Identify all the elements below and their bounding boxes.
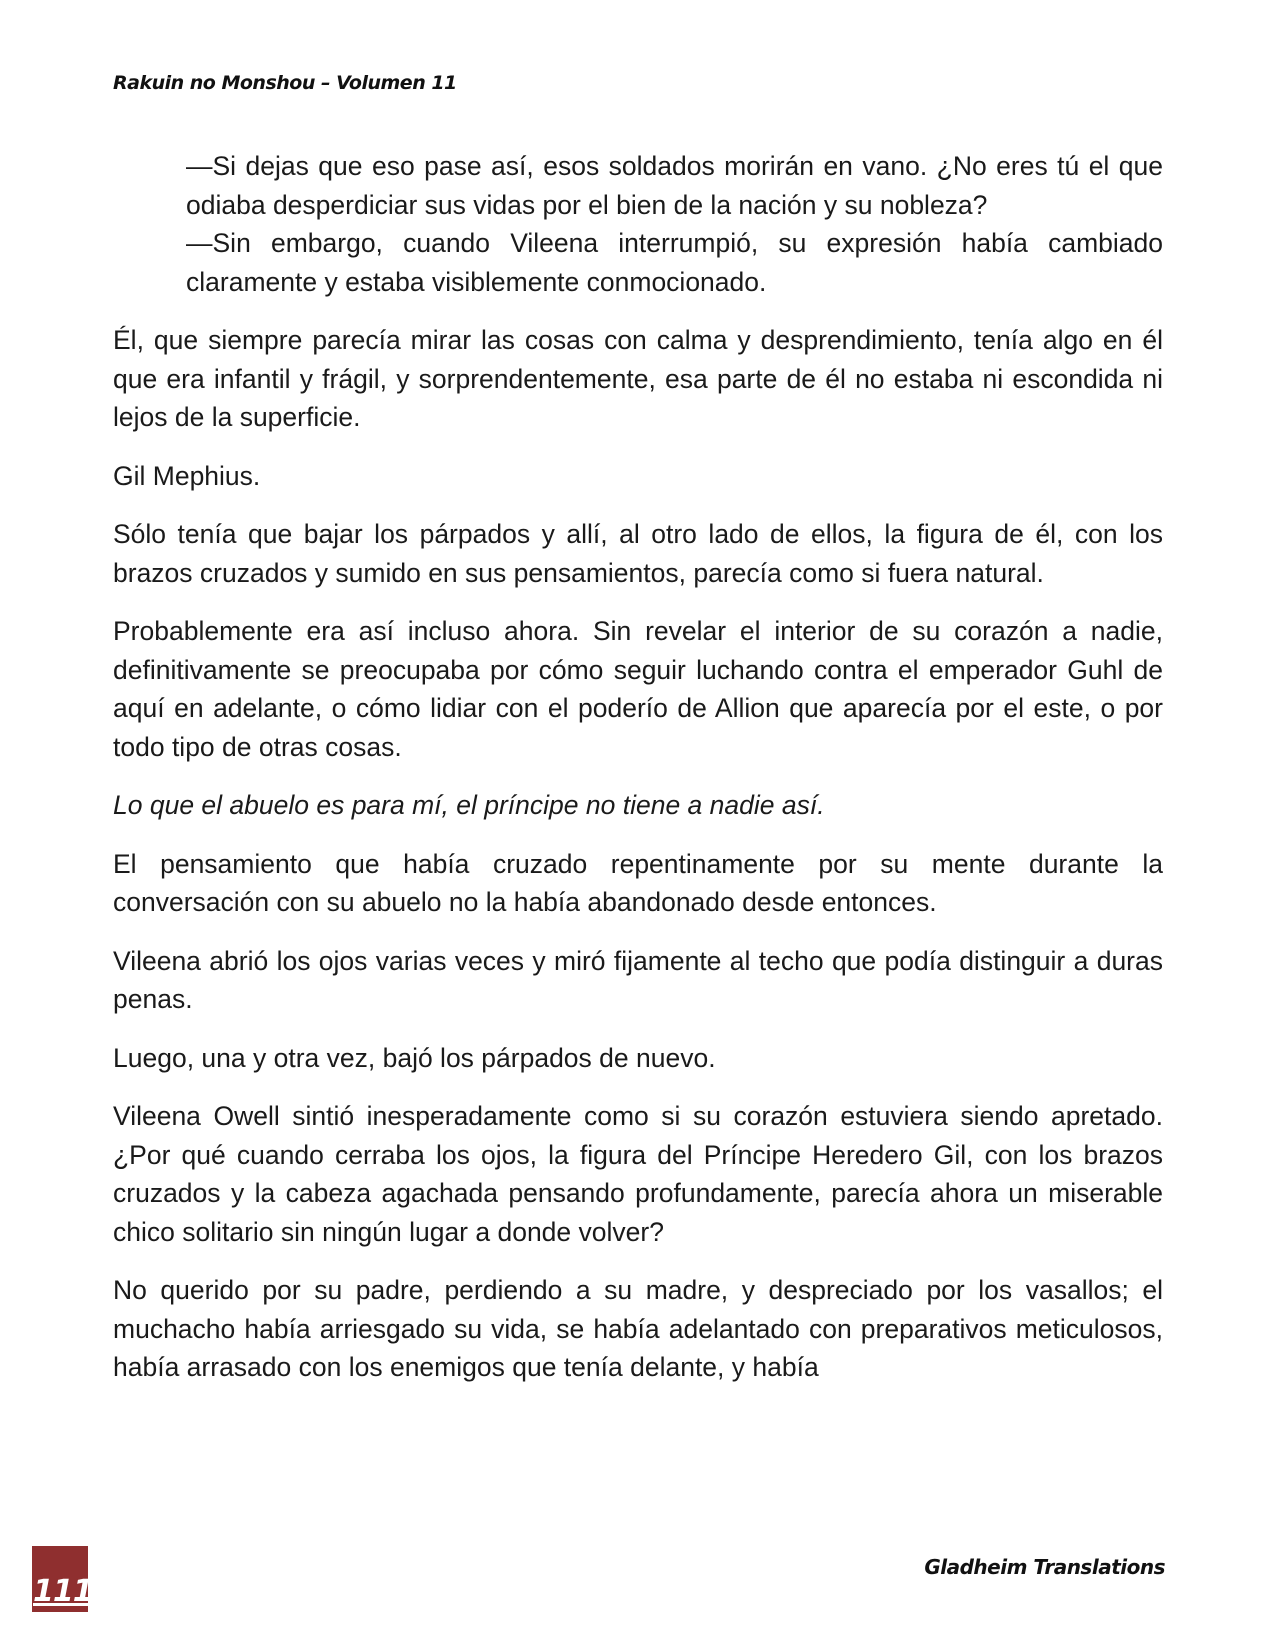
translator-credit: Gladheim Translations bbox=[924, 1555, 1165, 1579]
italic-thought-paragraph: Lo que el abuelo es para mí, el príncipe no tiene a nadie así. bbox=[113, 790, 825, 820]
page-number: 111 bbox=[33, 1574, 93, 1609]
paragraph: Luego, una y otra vez, bajó los párpados de nuevo. bbox=[113, 1042, 716, 1073]
dialogue-line: —Si dejas que eso pase así, esos soldados morirán en vano. ¿No eres tú el que odiaba desperdiciar sus vidas por el bien de la nación y su nobleza? bbox=[186, 151, 1163, 220]
paragraph: Vileena abrió los ojos varias veces y miró fijamente al techo que podía distinguir a duras penas. bbox=[113, 945, 1163, 1014]
indented-dialogue bbox=[113, 147, 1163, 301]
paragraph: Gil Mephius. bbox=[113, 460, 261, 491]
paragraph: Sólo tenía que bajar los párpados y allí, al otro lado de ellos, la figura de él, con los brazos cruzados y sumido en sus pensamientos, parecía como si fuera natural. bbox=[113, 519, 1163, 588]
paragraph: Él, que siempre parecía mirar las cosas con calma y desprendimiento, tenía algo en él que era infantil y frágil, y sorprendentemente, esa parte de él no estaba ni escondida ni lejos de la superficie. bbox=[113, 325, 1163, 432]
page-body bbox=[113, 147, 1163, 1407]
paragraph: Vileena Owell sintió inesperadamente como si su corazón estuviera siendo apretado. ¿Por qué cuando cerraba los ojos, la figura del Príncipe Heredero Gil, con los brazos cruzados y la cabeza agachada pensando profundamente, parecía ahora un miserable chico solitario sin ningún lugar a donde volver? bbox=[113, 1101, 1163, 1247]
dialogue-line: —Sin embargo, cuando Vileena interrumpió, su expresión había cambiado claramente y estaba visiblemente conmocionado. bbox=[186, 228, 1163, 297]
book-title-header: Rakuin no Monshou – Volumen 11 bbox=[113, 72, 457, 94]
paragraph: El pensamiento que había cruzado repentinamente por su mente durante la conversación con su abuelo no la había abandonado desde entonces. bbox=[113, 848, 1163, 917]
paragraph: No querido por su padre, perdiendo a su madre, y despreciado por los vasallos; el muchacho había arriesgado su vida, se había adelantado con preparativos meticulosos, había arrasado con los enemigos que tenía delante, y había bbox=[113, 1275, 1163, 1382]
paragraph: Probablemente era así incluso ahora. Sin revelar el interior de su corazón a nadie, definitivamente se preocupaba por cómo seguir luchando contra el emperador Guhl de aquí en adelante, o cómo lidiar con el poderío de Allion que aparecía por el este, o por todo tipo de otras cosas. bbox=[113, 616, 1163, 762]
